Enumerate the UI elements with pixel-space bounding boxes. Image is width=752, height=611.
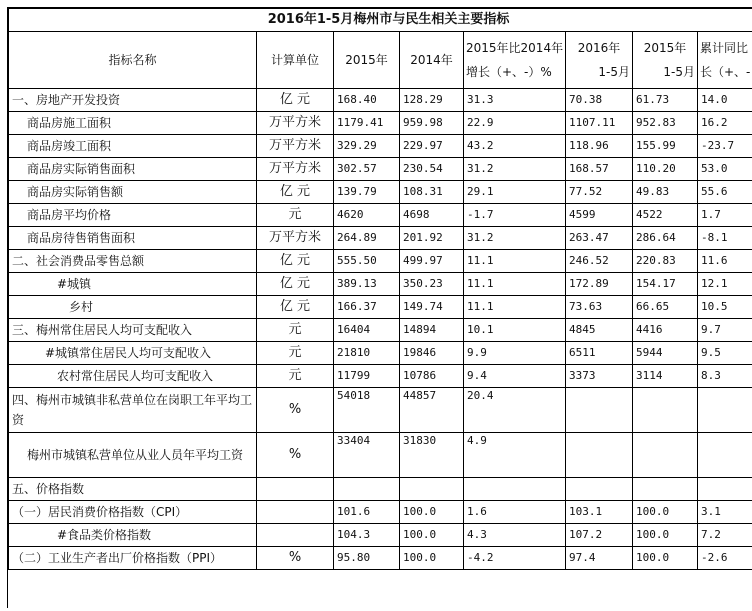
cell-2014: 14894 xyxy=(400,319,464,342)
row-name: 商品房待售销售面积 xyxy=(9,227,257,250)
row-name: #城镇 xyxy=(9,273,257,296)
row-unit: 亿 元 xyxy=(257,181,334,204)
header-2016-jan-may xyxy=(566,32,633,89)
header-2015m-line1: 2015年 xyxy=(643,41,687,55)
title-row xyxy=(9,9,752,32)
cell-growth: -4.2 xyxy=(464,547,566,570)
cell-cumulative: 55.6 xyxy=(698,181,752,204)
cell-2015: 329.29 xyxy=(334,135,400,158)
row-name: 二、社会消费品零售总额 xyxy=(9,250,257,273)
cell-2014: 31830 xyxy=(400,433,464,478)
cell-2016-jan-may: 73.63 xyxy=(566,296,633,319)
table-row xyxy=(9,501,752,524)
cell-growth: 10.1 xyxy=(464,319,566,342)
table-row xyxy=(9,365,752,388)
cell-growth: 29.1 xyxy=(464,181,566,204)
cell-growth: 1.6 xyxy=(464,501,566,524)
table-row xyxy=(9,250,752,273)
cell-2014: 201.92 xyxy=(400,227,464,250)
row-unit: 亿 元 xyxy=(257,296,334,319)
cell-2016-jan-may: 103.1 xyxy=(566,501,633,524)
row-unit: 万平方米 xyxy=(257,158,334,181)
cell-growth: 11.1 xyxy=(464,296,566,319)
header-2015-jan-may xyxy=(633,32,698,89)
row-name: 三、梅州常住居民人均可支配收入 xyxy=(9,319,257,342)
row-unit: 元 xyxy=(257,342,334,365)
cell-2016-jan-may: 263.47 xyxy=(566,227,633,250)
cell-2016-jan-may xyxy=(566,433,633,478)
cell-2015: 302.57 xyxy=(334,158,400,181)
cell-2014: 959.98 xyxy=(400,112,464,135)
cell-2015 xyxy=(334,478,400,501)
cell-cumulative: 12.1 xyxy=(698,273,752,296)
row-unit: 亿 元 xyxy=(257,273,334,296)
row-unit: 元 xyxy=(257,365,334,388)
cell-cumulative: 53.0 xyxy=(698,158,752,181)
cell-cumulative: 7.2 xyxy=(698,524,752,547)
row-name: （一）居民消费价格指数（CPI） xyxy=(9,501,257,524)
cell-growth: 43.2 xyxy=(464,135,566,158)
cell-growth: -1.7 xyxy=(464,204,566,227)
cell-2015: 101.6 xyxy=(334,501,400,524)
row-unit: 亿 元 xyxy=(257,89,334,112)
header-2016-line2: 1-5月 xyxy=(598,65,630,79)
cell-growth: 9.9 xyxy=(464,342,566,365)
table-row xyxy=(9,319,752,342)
cell-2014: 4698 xyxy=(400,204,464,227)
cell-2015-jan-may: 49.83 xyxy=(633,181,698,204)
cell-2016-jan-may: 1107.11 xyxy=(566,112,633,135)
row-name: 商品房施工面积 xyxy=(9,112,257,135)
row-name: 商品房实际销售面积 xyxy=(9,158,257,181)
table-row xyxy=(9,112,752,135)
table-row xyxy=(9,433,752,478)
row-name: 商品房竣工面积 xyxy=(9,135,257,158)
cell-2016-jan-may: 4845 xyxy=(566,319,633,342)
row-unit: 万平方米 xyxy=(257,135,334,158)
row-name: 乡村 xyxy=(9,296,257,319)
header-2015: 2015年 xyxy=(334,32,400,89)
cell-2015: 389.13 xyxy=(334,273,400,296)
cell-2015-jan-may: 61.73 xyxy=(633,89,698,112)
cell-2016-jan-may: 168.57 xyxy=(566,158,633,181)
header-growth-line2: 增长（+、-）% xyxy=(466,65,552,79)
cell-2015-jan-may: 110.20 xyxy=(633,158,698,181)
table-row xyxy=(9,524,752,547)
cell-2014: 19846 xyxy=(400,342,464,365)
row-name: #食品类价格指数 xyxy=(9,524,257,547)
row-name: 五、价格指数 xyxy=(9,478,257,501)
cell-2015: 16404 xyxy=(334,319,400,342)
table-row xyxy=(9,204,752,227)
cell-growth: 9.4 xyxy=(464,365,566,388)
cell-2015: 4620 xyxy=(334,204,400,227)
cell-2016-jan-may: 70.38 xyxy=(566,89,633,112)
cell-cumulative: -2.6 xyxy=(698,547,752,570)
row-name: #城镇常住居民人均可支配收入 xyxy=(9,342,257,365)
table-row xyxy=(9,227,752,250)
cell-2015: 21810 xyxy=(334,342,400,365)
cell-2015-jan-may: 154.17 xyxy=(633,273,698,296)
cell-2015-jan-may: 100.0 xyxy=(633,501,698,524)
table-row xyxy=(9,547,752,570)
cell-2014: 229.97 xyxy=(400,135,464,158)
cell-cumulative xyxy=(698,478,752,501)
cell-2014 xyxy=(400,478,464,501)
row-unit: % xyxy=(257,433,334,478)
indicator-table-sheet xyxy=(7,7,752,608)
cell-cumulative: 1.7 xyxy=(698,204,752,227)
row-unit xyxy=(257,478,334,501)
cell-2014: 44857 xyxy=(400,388,464,433)
cell-2016-jan-may: 172.89 xyxy=(566,273,633,296)
cell-2015: 11799 xyxy=(334,365,400,388)
cell-2015-jan-may: 66.65 xyxy=(633,296,698,319)
cell-cumulative: 14.0 xyxy=(698,89,752,112)
cell-cumulative: 3.1 xyxy=(698,501,752,524)
row-name: 商品房实际销售额 xyxy=(9,181,257,204)
cell-2014: 230.54 xyxy=(400,158,464,181)
cell-2014: 100.0 xyxy=(400,547,464,570)
cell-growth: 31.2 xyxy=(464,158,566,181)
row-name: 一、房地产开发投资 xyxy=(9,89,257,112)
row-unit: 万平方米 xyxy=(257,227,334,250)
cell-2015-jan-may: 100.0 xyxy=(633,524,698,547)
cell-cumulative: 10.5 xyxy=(698,296,752,319)
cell-2015-jan-may: 100.0 xyxy=(633,547,698,570)
header-cumulative xyxy=(698,32,752,89)
cell-2014: 149.74 xyxy=(400,296,464,319)
cell-2015-jan-may xyxy=(633,388,698,433)
row-unit xyxy=(257,524,334,547)
cell-2015-jan-may: 286.64 xyxy=(633,227,698,250)
cell-2015: 166.37 xyxy=(334,296,400,319)
cell-2015-jan-may: 220.83 xyxy=(633,250,698,273)
cell-growth: 31.3 xyxy=(464,89,566,112)
cell-2014: 499.97 xyxy=(400,250,464,273)
cell-growth: 11.1 xyxy=(464,273,566,296)
cell-2016-jan-may: 3373 xyxy=(566,365,633,388)
row-unit: 元 xyxy=(257,204,334,227)
cell-2016-jan-may xyxy=(566,478,633,501)
cell-cumulative: -8.1 xyxy=(698,227,752,250)
header-name: 指标名称 xyxy=(9,32,257,89)
header-growth xyxy=(464,32,566,89)
cell-2014: 100.0 xyxy=(400,501,464,524)
cell-2014: 100.0 xyxy=(400,524,464,547)
table-row xyxy=(9,388,752,433)
cell-2015-jan-may xyxy=(633,478,698,501)
cell-2015-jan-may: 4522 xyxy=(633,204,698,227)
cell-2015-jan-may: 155.99 xyxy=(633,135,698,158)
cell-cumulative: 11.6 xyxy=(698,250,752,273)
cell-2014: 128.29 xyxy=(400,89,464,112)
header-cum-line2: 长（+、- xyxy=(700,65,751,79)
header-2016-line1: 2016年 xyxy=(577,41,621,55)
cell-growth: 22.9 xyxy=(464,112,566,135)
table-title: 2016年1-5月梅州市与民生相关主要指标 xyxy=(9,9,752,32)
cell-2014: 350.23 xyxy=(400,273,464,296)
cell-2014: 10786 xyxy=(400,365,464,388)
row-name: 四、梅州市城镇非私营单位在岗职工年平均工资 xyxy=(9,388,257,433)
cell-cumulative: 9.5 xyxy=(698,342,752,365)
table-row xyxy=(9,478,752,501)
row-unit: 万平方米 xyxy=(257,112,334,135)
cell-2016-jan-may: 6511 xyxy=(566,342,633,365)
cell-cumulative xyxy=(698,433,752,478)
cell-cumulative: 16.2 xyxy=(698,112,752,135)
cell-2016-jan-may: 246.52 xyxy=(566,250,633,273)
header-unit: 计算单位 xyxy=(257,32,334,89)
cell-cumulative xyxy=(698,388,752,433)
cell-2015: 1179.41 xyxy=(334,112,400,135)
row-unit xyxy=(257,501,334,524)
row-name: 梅州市城镇私营单位从业人员年平均工资 xyxy=(9,433,257,478)
header-cum-line1: 累计同比 xyxy=(700,41,749,55)
cell-growth: 11.1 xyxy=(464,250,566,273)
cell-2015: 54018 xyxy=(334,388,400,433)
cell-growth xyxy=(464,478,566,501)
header-growth-line1: 2015年比2014年 xyxy=(466,41,564,55)
cell-2016-jan-may: 118.96 xyxy=(566,135,633,158)
row-unit: % xyxy=(257,388,334,433)
cell-growth: 31.2 xyxy=(464,227,566,250)
table-row xyxy=(9,273,752,296)
table-row xyxy=(9,296,752,319)
row-unit: % xyxy=(257,547,334,570)
cell-2015-jan-may: 5944 xyxy=(633,342,698,365)
cell-2015: 139.79 xyxy=(334,181,400,204)
table-row xyxy=(9,158,752,181)
cell-growth: 4.3 xyxy=(464,524,566,547)
cell-2015: 264.89 xyxy=(334,227,400,250)
cell-2016-jan-may: 107.2 xyxy=(566,524,633,547)
table-row xyxy=(9,342,752,365)
indicator-table xyxy=(8,8,752,570)
cell-2016-jan-may: 97.4 xyxy=(566,547,633,570)
table-row xyxy=(9,181,752,204)
cell-2015: 95.80 xyxy=(334,547,400,570)
cell-2014: 108.31 xyxy=(400,181,464,204)
row-unit: 元 xyxy=(257,319,334,342)
header-2014: 2014年 xyxy=(400,32,464,89)
cell-2015: 104.3 xyxy=(334,524,400,547)
header-row xyxy=(9,32,752,89)
cell-2015-jan-may: 4416 xyxy=(633,319,698,342)
row-name: 农村常住居民人均可支配收入 xyxy=(9,365,257,388)
cell-cumulative: 9.7 xyxy=(698,319,752,342)
header-2015m-line2: 1-5月 xyxy=(663,65,695,79)
cell-2015: 555.50 xyxy=(334,250,400,273)
cell-2016-jan-may xyxy=(566,388,633,433)
cell-2015-jan-may: 3114 xyxy=(633,365,698,388)
table-row xyxy=(9,135,752,158)
cell-2015: 33404 xyxy=(334,433,400,478)
row-unit: 亿 元 xyxy=(257,250,334,273)
cell-2015-jan-may xyxy=(633,433,698,478)
cell-growth: 4.9 xyxy=(464,433,566,478)
cell-growth: 20.4 xyxy=(464,388,566,433)
cell-2015: 168.40 xyxy=(334,89,400,112)
table-row xyxy=(9,89,752,112)
row-name: （二）工业生产者出厂价格指数（PPI） xyxy=(9,547,257,570)
row-name: 商品房平均价格 xyxy=(9,204,257,227)
cell-2015-jan-may: 952.83 xyxy=(633,112,698,135)
cell-2016-jan-may: 77.52 xyxy=(566,181,633,204)
cell-cumulative: -23.7 xyxy=(698,135,752,158)
cell-2016-jan-may: 4599 xyxy=(566,204,633,227)
cell-cumulative: 8.3 xyxy=(698,365,752,388)
